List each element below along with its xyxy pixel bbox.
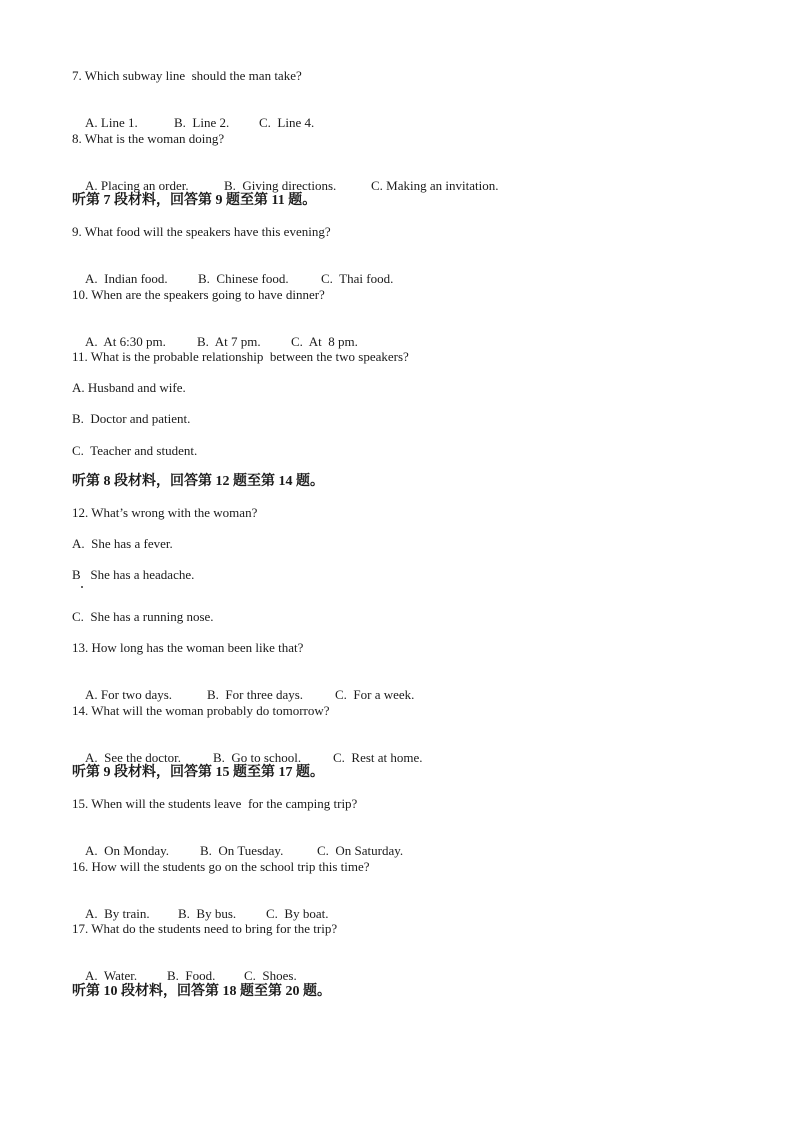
question-15: 15. When will the students leave for the camping trip? [72,796,358,811]
question-12: 12. What’s wrong with the woman? [72,505,258,520]
option-a: A. By train. [85,906,150,921]
option-b: B. Food. [167,968,216,983]
option-c: C. Line 4. [259,115,315,130]
option-c: C. Thai food. [321,271,394,286]
option-a: A. Indian food. [85,271,168,286]
option-11-b: B. Doctor and patient. [72,411,191,426]
option-b: B. Chinese food. [198,271,289,286]
option-b: B. Line 2. [174,115,230,130]
section-heading-10: 听第 10 段材料，回答第 18 题至第 20 题。 [72,984,331,999]
section-heading-9: 听第 9 段材料，回答第 15 题至第 17 题。 [72,765,324,780]
option-a: A. On Monday. [85,843,170,858]
option-12-b: B She has a headache. [72,567,195,582]
option-c: C. On Saturday. [317,843,404,858]
option-12-a: A. She has a fever. [72,536,173,551]
option-11-a: A. Husband and wife. [72,380,186,395]
question-9: 9. What food will the speakers have this evening? [72,224,331,239]
stray-dot [81,586,83,588]
option-b: B. By bus. [178,906,237,921]
option-11-c: C. Teacher and student. [72,443,198,458]
option-a: A. At 6:30 pm. [85,334,166,349]
option-b: B. Go to school. [213,750,302,765]
question-13: 13. How long has the woman been like that? [72,640,304,655]
option-b: B. On Tuesday. [200,843,284,858]
question-14: 14. What will the woman probably do tomorrow? [72,703,330,718]
question-16: 16. How will the students go on the school trip this time? [72,859,370,874]
question-7: 7. Which subway line should the man take? [72,68,302,83]
option-a: A. Line 1. [85,115,138,130]
option-b: B. Giving directions. [224,178,337,193]
section-heading-7: 听第 7 段材料，回答第 9 题至第 11 题。 [72,193,317,208]
option-a: A. For two days. [85,687,173,702]
question-17: 17. What do the students need to bring for the trip? [72,921,338,936]
option-b: B. At 7 pm. [197,334,261,349]
option-c: C. Rest at home. [333,750,423,765]
question-10: 10. When are the speakers going to have dinner? [72,287,325,302]
option-c: C. Shoes. [244,968,297,983]
option-a: A. Placing an order. [85,178,189,193]
option-b: B. For three days. [207,687,304,702]
question-8: 8. What is the woman doing? [72,131,225,146]
question-11: 11. What is the probable relationship between the two speakers? [72,349,409,364]
option-c: C. Making an invitation. [371,178,499,193]
option-a: A. Water. [85,968,138,983]
option-a: A. See the doctor. [85,750,182,765]
section-heading-8: 听第 8 段材料，回答第 12 题至第 14 题。 [72,474,324,489]
option-c: C. At 8 pm. [291,334,358,349]
option-c: C. For a week. [335,687,415,702]
option-c: C. By boat. [266,906,329,921]
option-12-c: C. She has a running nose. [72,609,214,624]
